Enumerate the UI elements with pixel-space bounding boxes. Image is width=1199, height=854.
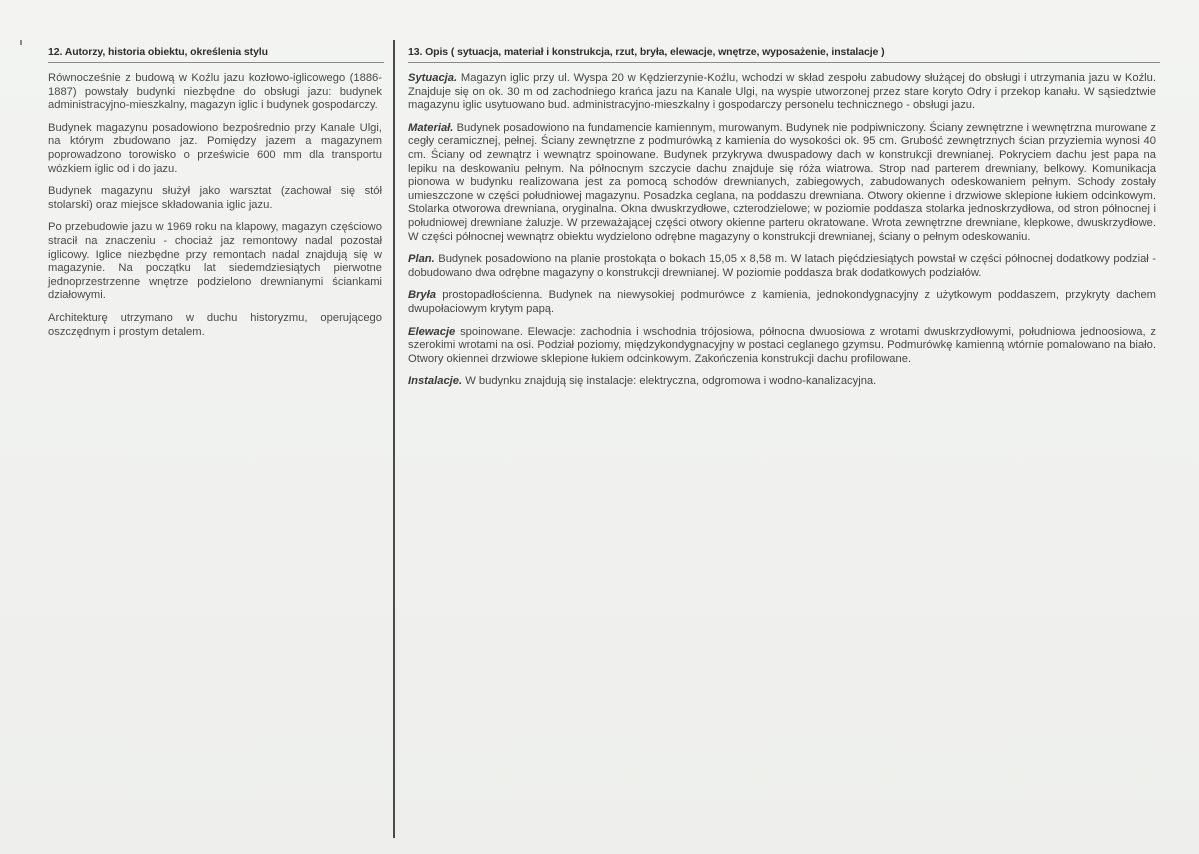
elevations-label: Elewacje [408,325,456,338]
section-13-rule [408,62,1160,63]
section-13-column [408,46,1156,398]
history-paragraph-4: Po przebudowie jazu w 1969 roku na klapowy, magazyn częściowo stracił na znaczeniu - chociaż jaz remontowy nadal pozostał iglicowy. Iglice niezbędne przy remontach nadal znajdują się w magazynie. Na początku lat siedemdziesiątych pierwotne jednoprzestrzenne wnętrze podzielono drewnianymi ściankami działowymi. [48,221,382,302]
form-text: prostopadłościenna. Budynek na niewysokiej podmurówce z kamienia, jednokondygnacyjny z użytkowym poddaszem, przykryty dachem dwupołaciowym krytym papą. [408,289,1156,315]
material-text: Budynek posadowiono na fundamencie kamiennym, murowanym. Budynek nie podpiwniczony. Ściany zewnętrzne i wewnętrzna murowane z cegły ceramicznej, pełnej. Ściany zewnętrzne z podmurówką z kamienia do wysokości ok. 95 cm. Grubość zewnętrznych ścian przyziemia wynosi 40 cm. Ściany od zewnątrz i wewnątrz spoinowane. Budynek przykrywa dwuspadowy dach w konstrukcji drewnianej. Pokryciem dachu jest papa na lepiku na deskowaniu pełnym. Na północnym szczycie dachu znajduje się róża wiatrowa. Strop nad parterem drewniany, belkowy. Komunikacja pionowa w budynku realizowana jest za pomocą schodów drewnianych, zabiegowych, zabudowanych odeskowaniem pełnym. Schody zostały umieszczone w części południowej magazynu. Posadzka ceglana, na poddaszu drewniana. Otwory okienne i drzwiowe sklepione łukiem odcinkowym. Stolarka otworowa drewniana, oryginalna. Okna dwuskrzydłowe, czterodzielowe; w poziomie poddasza stolarka jednoskrzydłowa, od stron północnej i południowej drewniane żaluzje. W przeważającej części otwory okienne parteru okratowane. Wrota zewnętrzne drewniane, klepkowe, dwuskrzydłowe. W części północnej wewnątrz obiektu wydzielono odrębne magazyny o konstrukcji drewnianej, ściany o pełnym odeskowaniu. [408,121,1157,243]
situation-text: Magazyn iglic przy ul. Wyspa 20 w Kędzierzynie-Koźlu, wchodzi w skład zespołu zabudowy służącej do obsługi i utrzymania jazu w Koźlu. Znajduje się on ok. 30 m od zachodniego krańca jazu na Kanale Ulgi, na wyspie utworzonej przez stare koryto Odry i przekop kanału. W sąsiedztwie magazynu iglic usytuowano bud. administracyjno-mieszkalny i gospodarczy personelu technicznego - obsługi jazu. [408,72,1156,112]
plan-text: Budynek posadowiono na planie prostokąta o bokach 15,05 x 8,58 m. W latach pięćdziesiątych powstał w części północnej dodatkowy podział - dobudowano dwa odrębne magazyny o konstrukcji drewnianej. W poziomie poddasza brak dodatkowych podziałów. [408,253,1157,279]
section-13-heading: 13. Opis ( sytuacja, materiał i konstrukcja, rzut, bryła, elewacje, wnętrze, wyposażenie, instalacje ) [408,46,885,58]
description-form [408,289,1156,316]
history-paragraph-3: Budynek magazynu służył jako warsztat (zachował się stół stolarski) oraz miejsce składowania iglic jazu. [48,185,382,211]
section-12-heading: 12. Autorzy, historia obiektu, określenia stylu [48,46,268,58]
description-material [408,122,1156,244]
section-12-column [48,46,382,348]
elevations-text: spoinowane. Elewacje: zachodnia i wschodnia trójosiowa, północna dwuosiowa z wrotami dwuskrzydłowymi, południowa jednoosiowa, z szerokimi wrotami na osi. Podział poziomy, międzykondygnacyjny w postaci ceglanego gzymsu. Podmurówkę kamienną wtórnie pomalowano na biało. Otwory okiennei drzwiowe sklepione łukiem odcinkowym. Zakończenia konstrukcji dachu profilowane. [408,325,1157,365]
history-paragraph-1: Równocześnie z budową w Koźlu jazu kozłowo-iglicowego (1886-1887) powstały budynki niezbędne do obsługi jazu: budynek administracyjno-mieszkalny, magazyn iglic i budynek gospodarczy. [48,72,382,112]
description-installations [408,375,1156,389]
scan-mark [20,40,22,45]
description-plan [408,253,1156,280]
situation-label: Sytuacja. [408,72,458,84]
plan-label: Plan. [408,253,435,266]
history-paragraph-2: Budynek magazynu posadowiono bezpośrednio przy Kanale Ulgi, na którym zbudowano jaz. Pomiędzy jazem a magazynem poprowadzono torowisko o prześwicie 600 mm dla transportu wózkiem iglic od i do jazu. [48,121,382,175]
material-label: Materiał. [408,121,454,134]
column-divider [393,40,395,838]
installations-label: Instalacje. [408,375,463,388]
form-label: Bryła [408,289,436,302]
description-situation [408,72,1156,113]
description-elevations [408,326,1156,367]
section-12-rule [48,62,384,63]
history-paragraph-5: Architekturę utrzymano w duchu historyzmu, operującego oszczędnym i prostym detalem. [48,311,382,338]
installations-text: W budynku znajdują się instalacje: elektryczna, odgromowa i wodno-kanalizacyjna. [465,375,877,388]
